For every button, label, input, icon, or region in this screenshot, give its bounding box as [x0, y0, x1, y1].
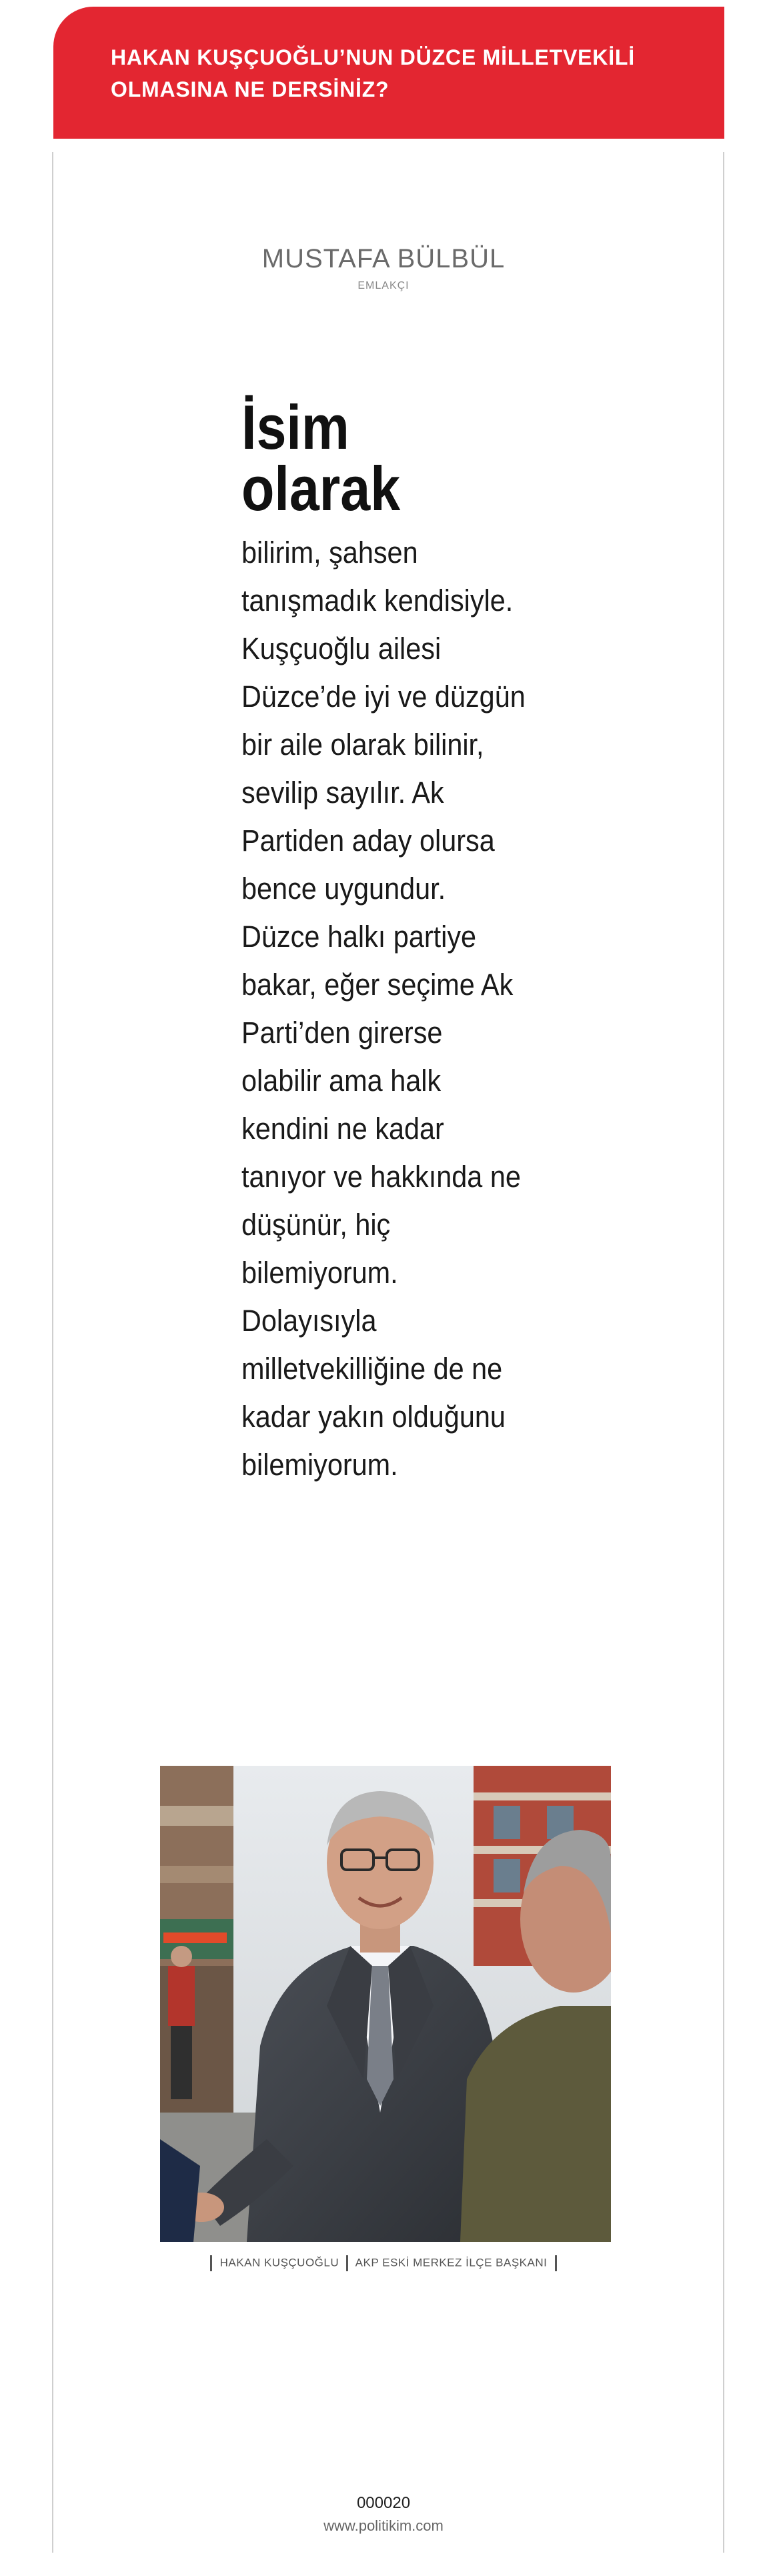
street-portrait-illustration — [160, 1766, 611, 2242]
article-text: bilirim, şahsen tanışmadık kendisiyle. Kuşçuoğlu ailesi Düzce’de iyi ve düzgün bir aile olarak bilinir, sevilip sayılır. Ak Partiden aday olursa bence uygundur. Düzce halkı partiye bakar, eğer seçime Ak Parti’den girerse olabilir ama halk kendini ne kadar tanıyor ve hakkında ne düşünür, hiç bilemiyorum. Dolayısıyla milletvekilliğine de ne kadar yakın olduğunu bilemiyorum. — [241, 535, 526, 1482]
caption-divider — [555, 2255, 557, 2271]
caption-name: HAKAN KUŞÇUOĞLU — [219, 2256, 339, 2269]
site-url: www.politikim.com — [323, 2517, 444, 2534]
left-frame-line — [52, 152, 53, 2553]
photo-caption — [0, 2255, 767, 2271]
author-role: EMLAKÇI — [357, 280, 410, 291]
author-name: MUSTAFA BÜLBÜL — [261, 244, 506, 273]
header-banner — [53, 7, 724, 139]
lead-line-2: olarak — [241, 453, 401, 523]
caption-title: AKP ESKİ MERKEZ İLÇE BAŞKANI — [355, 2256, 548, 2269]
portrait-photo — [160, 1766, 611, 2242]
article-body — [241, 392, 588, 1489]
page-code: 000020 — [356, 2494, 411, 2512]
headline: HAKAN KUŞÇUOĞLU’NUN DÜZCE MİLLETVEKİLİ OLMASINA NE DERSİNİZ? — [111, 45, 635, 101]
lead-line-1: İsim — [241, 392, 349, 462]
caption-divider — [210, 2255, 212, 2271]
lead-words — [241, 392, 436, 523]
caption-divider — [346, 2255, 348, 2271]
right-frame-line — [723, 152, 724, 2553]
